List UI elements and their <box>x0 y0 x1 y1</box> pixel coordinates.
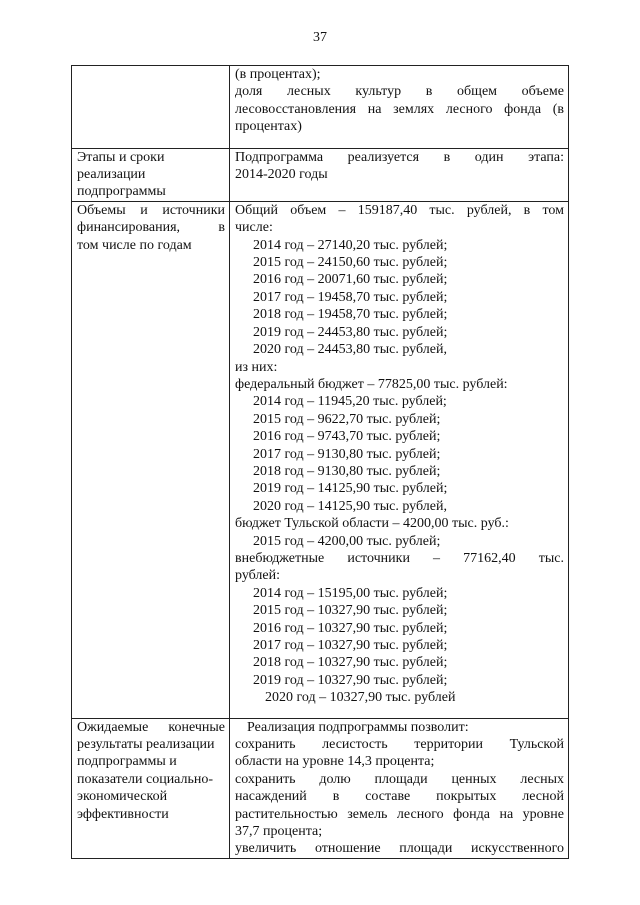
federal-years <box>235 393 564 515</box>
results-line: области на уровне 14,3 процента; <box>235 754 435 770</box>
results-line: насаждений в составе покрытых лесной <box>235 789 564 805</box>
funding-label-line: Объемы и источники <box>77 202 225 218</box>
stages-label-line: реализации <box>77 167 146 183</box>
year-line: 2020 год – 24453,80 тыс. рублей, <box>253 342 447 358</box>
table-row-funding <box>72 201 569 718</box>
year-line: 2018 год – 10327,90 тыс. рублей; <box>253 655 448 671</box>
extra-years <box>235 585 564 689</box>
goals-label-cell <box>72 66 230 149</box>
year-line: 2015 год – 10327,90 тыс. рублей; <box>253 603 448 619</box>
table-row-results <box>72 718 569 858</box>
goals-line: (в процентах); <box>235 67 321 82</box>
year-line: 2016 год – 20071,60 тыс. рублей; <box>253 272 448 288</box>
results-label-line: подпрограммы и <box>77 754 177 770</box>
year-line: 2019 год – 10327,90 тыс. рублей; <box>253 672 448 688</box>
year-line: 2017 год – 19458,70 тыс. рублей; <box>253 289 448 305</box>
funding-label-line: том числе по годам <box>77 237 192 253</box>
results-label-line: результаты реализации <box>77 737 215 753</box>
stages-value-cell <box>230 148 569 201</box>
funding-total-years <box>235 237 564 359</box>
results-label-line: эффективности <box>77 806 169 822</box>
regional-years <box>235 533 564 550</box>
year-line: 2018 год – 19458,70 тыс. рублей; <box>253 307 448 323</box>
year-line: 2020 год – 14125,90 тыс. рублей, <box>253 498 447 514</box>
funding-total-line: числе: <box>235 220 273 236</box>
results-line: Реализация подпрограммы позволит: <box>247 719 469 735</box>
results-line: сохранить лесистость территории Тульской <box>235 737 564 753</box>
results-label-line: экономической <box>77 789 168 805</box>
year-line: 2016 год – 9743,70 тыс. рублей; <box>253 429 441 445</box>
funding-value-cell <box>230 201 569 718</box>
results-label-cell <box>72 718 230 858</box>
extra-budget-line: внебюджетные источники – 77162,40 тыс. <box>235 550 564 566</box>
results-label-line: показатели социально- <box>77 771 214 787</box>
goals-line: доля лесных культур в общем объеме <box>235 84 564 100</box>
stages-label-cell <box>72 148 230 201</box>
page-number: 37 <box>313 30 327 45</box>
results-line: растительностью земель лесного фонда на уровне <box>235 806 564 822</box>
federal-budget-line: федеральный бюджет – 77825,00 тыс. рублей: <box>235 376 508 392</box>
year-line: 2019 год – 14125,90 тыс. рублей; <box>253 481 448 497</box>
year-line: 2015 год – 24150,60 тыс. рублей; <box>253 255 448 271</box>
year-line: 2017 год – 10327,90 тыс. рублей; <box>253 638 448 653</box>
stages-label-line: подпрограммы <box>77 184 166 200</box>
results-line: сохранить долю площади ценных лесных <box>235 771 564 787</box>
of-which-line: из них: <box>235 359 278 375</box>
goals-line: лесовосстановления на землях лесного фонда (в <box>235 101 564 117</box>
year-line: 2020 год – 10327,90 тыс. рублей <box>265 690 456 706</box>
results-label-line: Ожидаемые конечные <box>77 719 225 735</box>
funding-label-line: финансирования, в <box>77 220 225 236</box>
year-line: 2018 год – 9130,80 тыс. рублей; <box>253 463 441 479</box>
year-line: 2017 год – 9130,80 тыс. рублей; <box>253 446 441 462</box>
stages-line: Подпрограмма реализуется в один этапа: <box>235 149 564 165</box>
year-line: 2014 год – 11945,20 тыс. рублей; <box>253 394 447 410</box>
extra-budget-line: рублей: <box>235 568 280 584</box>
subprogram-passport-table <box>71 65 569 859</box>
year-line: 2014 год – 27140,20 тыс. рублей; <box>253 237 448 253</box>
funding-total-line: Общий объем – 159187,40 тыс. рублей, в том <box>235 202 564 218</box>
goals-value-cell <box>230 66 569 149</box>
year-line: 2016 год – 10327,90 тыс. рублей; <box>253 620 448 636</box>
year-line: 2014 год – 15195,00 тыс. рублей; <box>253 585 448 601</box>
results-line: увеличить отношение площади искусственного <box>235 841 564 857</box>
results-line: 37,7 процента; <box>235 824 323 840</box>
results-value-cell <box>230 718 569 858</box>
year-line: 2015 год – 9622,70 тыс. рублей; <box>253 411 441 427</box>
stages-label-line: Этапы и сроки <box>77 149 165 165</box>
table-row-stages <box>72 148 569 201</box>
regional-budget-line: бюджет Тульской области – 4200,00 тыс. руб.: <box>235 516 509 532</box>
funding-label-cell <box>72 201 230 718</box>
year-line: 2019 год – 24453,80 тыс. рублей; <box>253 324 448 340</box>
year-line: 2015 год – 4200,00 тыс. рублей; <box>253 533 441 549</box>
stages-line: 2014-2020 годы <box>235 167 328 183</box>
table-row-goals <box>72 66 569 149</box>
goals-line: процентах) <box>235 119 302 135</box>
